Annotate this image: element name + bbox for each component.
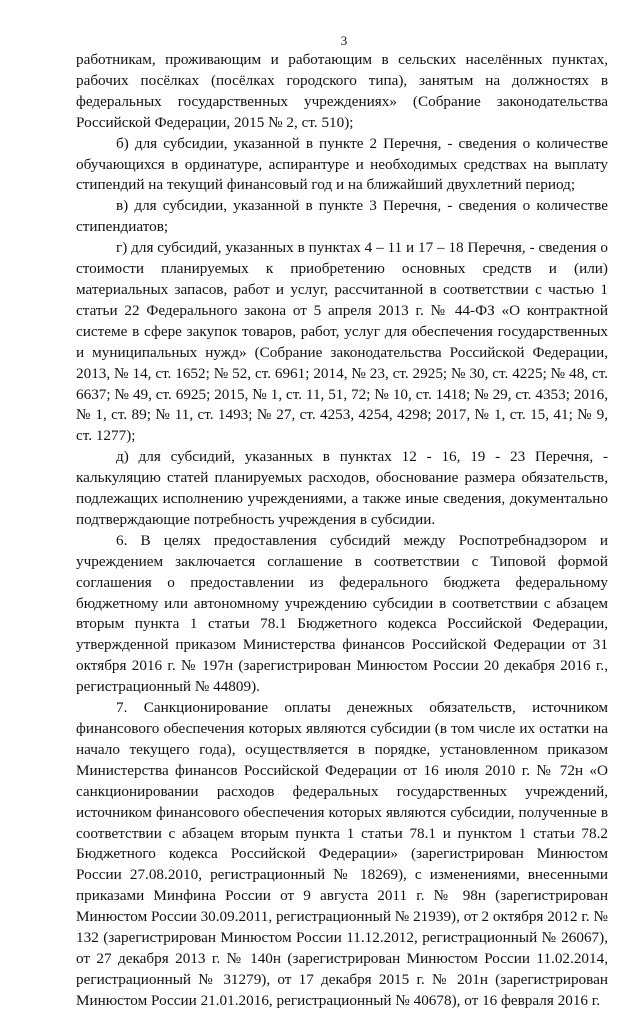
page-number: 3: [340, 33, 348, 48]
paragraph-section-7: 7. Санкционирование оплаты денежных обязательств, источником финансового обеспечения которых являются субсидии (в том числе их остатки на начало текущего года), осуществляется в порядке, установленном приказом Министерства финансов Российской Федерации от 16 июля 2010 г. № 72н «О санкционировании расходов федеральных государственных учреждений, источником финансового обеспечения которых являются субсидии, полученные в соответствии с абзацем вторым пункта 1 статьи 78.1 и пунктом 1 статьи 78.2 Бюджетного кодекса Российской Федерации» (зарегистрирован Минюстом России 27.08.2010, регистрационный № 18269), с изменениями, внесенными приказами Минфина России от 9 августа 2011 г. № 98н (зарегистрирован Минюстом России 30.09.2011, регистрационный № 21939), от 2 октября 2012 г. № 132 (зарегистрирован Минюстом России 11.12.2012, регистрационный № 26067), от 27 декабря 2013 г. № 140н (зарегистрирован Минюстом России 11.02.2014, регистрационный № 31279), от 17 декабря 2015 г. № 201н (зарегистрирован Минюстом России 21.01.2016, регистрационный № 40678), от 16 февраля 2016 г.: [76, 699, 608, 1009]
paragraph-continuation: работникам, проживающим и работающим в сельских населённых пунктах, рабочих посёлках (посёлках городского типа), занятым на должностях в федеральных государственных учреждениях» (Собрание законодательства Российской Федерации, 2015 № 2, ст. 510);: [76, 51, 608, 131]
paragraph-section-6: 6. В целях предоставления субсидий между Роспотребнадзором и учреждением заключается соглашение в соответствии с Типовой формой соглашения о предоставлении из федерального бюджета федеральному бюджетному или автономному учреждению субсидии в соответствии с абзацем вторым пункта 1 статьи 78.1 Бюджетного кодекса Российской Федерации, утвержденной приказом Министерства финансов Российской Федерации от 31 октября 2016 г. № 197н (зарегистрирован Минюстом России 20 декабря 2016 г., регистрационный № 44809).: [76, 531, 608, 696]
document-body: [76, 50, 608, 1012]
paragraph-item-g: г) для субсидий, указанных в пунктах 4 – 11 и 17 – 18 Перечня, - сведения о стоимости планируемых к приобретению основных средств и (или) материальных запасов, работ и услуг, рассчитанной в соответствии с частью 1 статьи 22 Федерального закона от 5 апреля 2013 г. № 44-ФЗ «О контрактной системе в сфере закупок товаров, работ, услуг для обеспечения государственных и муниципальных нужд» (Собрание законодательства Российской Федерации, 2013, № 14, ст. 1652; № 52, ст. 6961; 2014, № 23, ст. 2925; № 30, ст. 4225; № 48, ст. 6637; № 49, ст. 6925; 2015, № 1, ст. 11, 51, 72; № 10, ст. 1418; № 29, ст. 4353; 2016, № 1, ст. 89; № 11, ст. 1493; № 27, ст. 4253, 4254, 4298; 2017, № 1, ст. 15, 41; № 9, ст. 1277);: [76, 239, 608, 445]
paragraph-item-d: д) для субсидий, указанных в пунктах 12 - 16, 19 - 23 Перечня, - калькуляцию статей планируемых расходов, обоснование размера обязательств, подлежащих исполнению учреждениями, а также иные сведения, документально подтверждающие потребность учреждения в субсидии.: [76, 448, 608, 528]
paragraph-item-v: в) для субсидии, указанной в пункте 3 Перечня, - сведения о количестве стипендиатов;: [76, 197, 608, 236]
paragraph-item-b: б) для субсидии, указанной в пункте 2 Перечня, - сведения о количестве обучающихся в ординатуре, аспирантуре и необходимых средствах на выплату стипендий на текущий финансовый год и на ближайший двухлетний период;: [76, 134, 608, 194]
